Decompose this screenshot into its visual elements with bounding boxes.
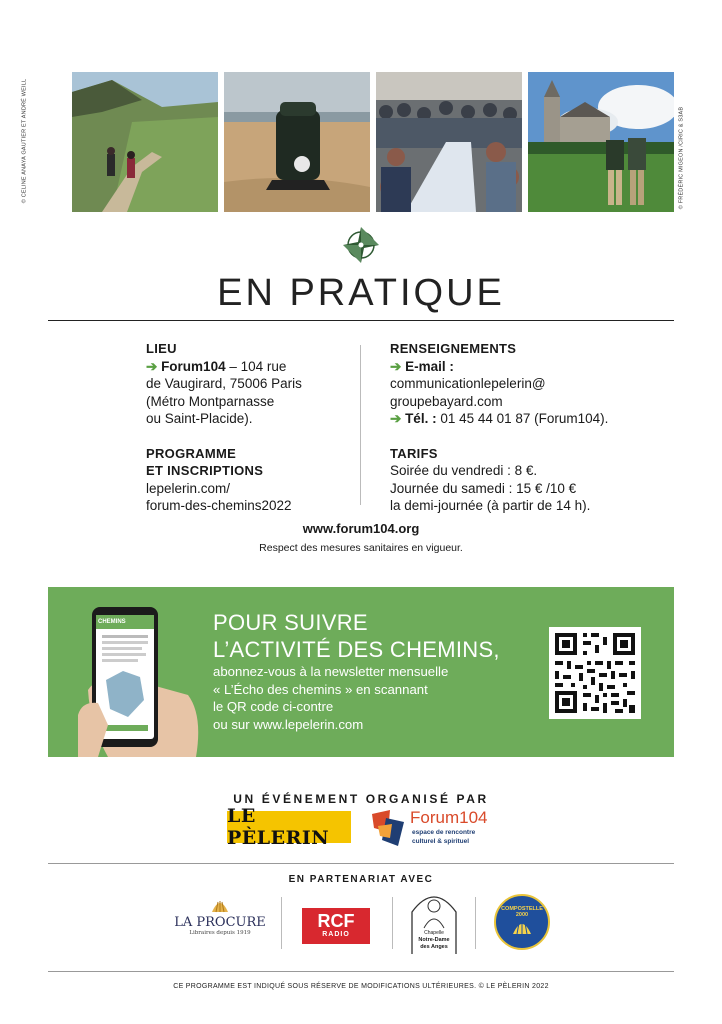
renseignements-heading: RENSEIGNEMENTS: [390, 341, 517, 356]
partners-rule: [48, 863, 674, 864]
logo-forum104[interactable]: [368, 806, 508, 850]
programme-link-line2[interactable]: forum-des-chemins2022: [146, 498, 292, 513]
organizer-heading: UN ÉVÉNEMENT ORGANISÉ PAR: [233, 792, 489, 806]
forum104-sub2: culturel & spirituel: [412, 838, 470, 845]
photo-church-pilgrims: [528, 72, 674, 212]
lieu-line4: ou Saint-Placide).: [146, 411, 253, 426]
compostelle-year: 2000: [515, 912, 529, 918]
tel-line: [390, 410, 680, 428]
photo-credit-left: © CELINE ANAYA GAUTIER ET ANDRÉ WEILL: [21, 78, 28, 204]
compass-rose-icon: [342, 226, 380, 264]
partner-divider-1: [281, 897, 282, 949]
compostelle-text: COMPOSTELLE: [501, 906, 543, 912]
partner-divider-3: [475, 897, 476, 949]
lieu-address-line1: [146, 358, 356, 376]
info-left-column: [146, 340, 356, 515]
programme-link-line1[interactable]: lepelerin.com/: [146, 480, 231, 496]
arrow-icon: ➔: [146, 358, 162, 374]
chapelle-line1: Chapelle: [424, 930, 444, 936]
programme-heading-1: PROGRAMME: [146, 445, 237, 461]
tel-label: Tél. :: [405, 411, 437, 426]
photo-mountain-hikers: [72, 72, 218, 212]
tarifs-line2: Journée du samedi : 15 € /10 €: [390, 480, 577, 496]
email-address-line2[interactable]: groupebayard.com: [390, 393, 503, 409]
photo-credit-right: © FRÉDÉRIC MIGEON /CIRIC & S3AB: [678, 106, 685, 210]
email-label-line: [390, 358, 680, 376]
footer-disclaimer: CE PROGRAMME EST INDIQUÉ SOUS RÉSERVE DE MODIFICATIONS ULTÉRIEURES. © LE PÈLERIN 2022: [173, 983, 549, 990]
newsletter-line1: abonnez-vous à la newsletter mensuelle: [213, 664, 449, 679]
newsletter-line3: le QR code ci-contre: [213, 699, 334, 714]
lieu-name: Forum104: [161, 358, 226, 374]
le-pelerin-text: LE PÈLERIN: [227, 805, 330, 849]
programme-heading-2: ET INSCRIPTIONS: [146, 463, 264, 478]
tarifs-line1: Soirée du vendredi : 8 €.: [390, 463, 538, 478]
newsletter-line2: « L’Écho des chemins » en scannant: [213, 681, 428, 697]
email-address-line1[interactable]: communicationlepelerin@: [390, 376, 546, 391]
newsletter-title: [213, 609, 500, 663]
tarifs-line3: la demi-journée (à partir de 14 h).: [390, 498, 591, 513]
partner-divider-2: [392, 897, 393, 949]
footer-rule: [48, 971, 674, 972]
email-label: E-mail :: [405, 358, 454, 374]
arrow-icon: ➔: [390, 411, 406, 426]
logo-rcf-radio[interactable]: [302, 908, 370, 944]
scallop-shell-icon: [511, 918, 533, 936]
newsletter-text: [213, 663, 448, 733]
newsletter-line4[interactable]: ou sur www.lepelerin.com: [213, 716, 364, 732]
shell-icon: [210, 898, 230, 914]
sanitary-note: Respect des mesures sanitaires en vigueur.: [259, 542, 463, 554]
chapelle-line2: Notre-Dame: [418, 937, 450, 943]
chapelle-line3: des Anges: [420, 944, 448, 950]
page-title: EN PRATIQUE: [217, 272, 505, 314]
info-right-column: [390, 340, 680, 515]
phone-illustration: [78, 605, 208, 757]
tel-value[interactable]: 01 45 44 01 87 (Forum104).: [436, 411, 609, 426]
website-link[interactable]: www.forum104.org: [302, 521, 420, 536]
lieu-line3: (Métro Montparnasse: [146, 393, 275, 409]
partners-heading: EN PARTENARIAT AVEC: [288, 874, 434, 885]
lieu-heading: LIEU: [146, 341, 177, 356]
photo-crowd-tables: [376, 72, 522, 212]
newsletter-title-line1: POUR SUIVRE: [213, 610, 368, 635]
newsletter-banner: [48, 587, 674, 757]
logo-chapelle-notre-dame[interactable]: [408, 888, 460, 954]
photo-backpack-beach: [224, 72, 370, 212]
column-divider: [360, 345, 361, 505]
newsletter-title-line2: L’ACTIVITÉ DES CHEMINS,: [213, 637, 500, 662]
rcf-sub: RADIO: [322, 931, 350, 938]
phone-header-text: CHEMINS: [98, 619, 126, 625]
forum104-mark-icon: [368, 808, 408, 848]
tarifs-heading: TARIFS: [390, 445, 438, 461]
title-rule: [48, 320, 674, 321]
la-procure-sub: Libraires depuis 1919: [189, 930, 251, 936]
lieu-line1: – 104 rue: [225, 358, 287, 374]
la-procure-text: LA PROCURE: [174, 915, 266, 930]
logo-la-procure[interactable]: [172, 898, 268, 948]
forum104-name: Forum104: [410, 808, 488, 827]
qr-code[interactable]: [549, 627, 641, 719]
forum104-sub1: espace de rencontre: [412, 829, 476, 836]
lieu-line2: de Vaugirard, 75006 Paris: [146, 376, 302, 391]
logo-compostelle-2000[interactable]: [494, 894, 550, 950]
logo-le-pelerin[interactable]: [227, 805, 351, 849]
rcf-text: RCF: [317, 911, 355, 931]
arrow-icon: ➔: [390, 358, 406, 374]
